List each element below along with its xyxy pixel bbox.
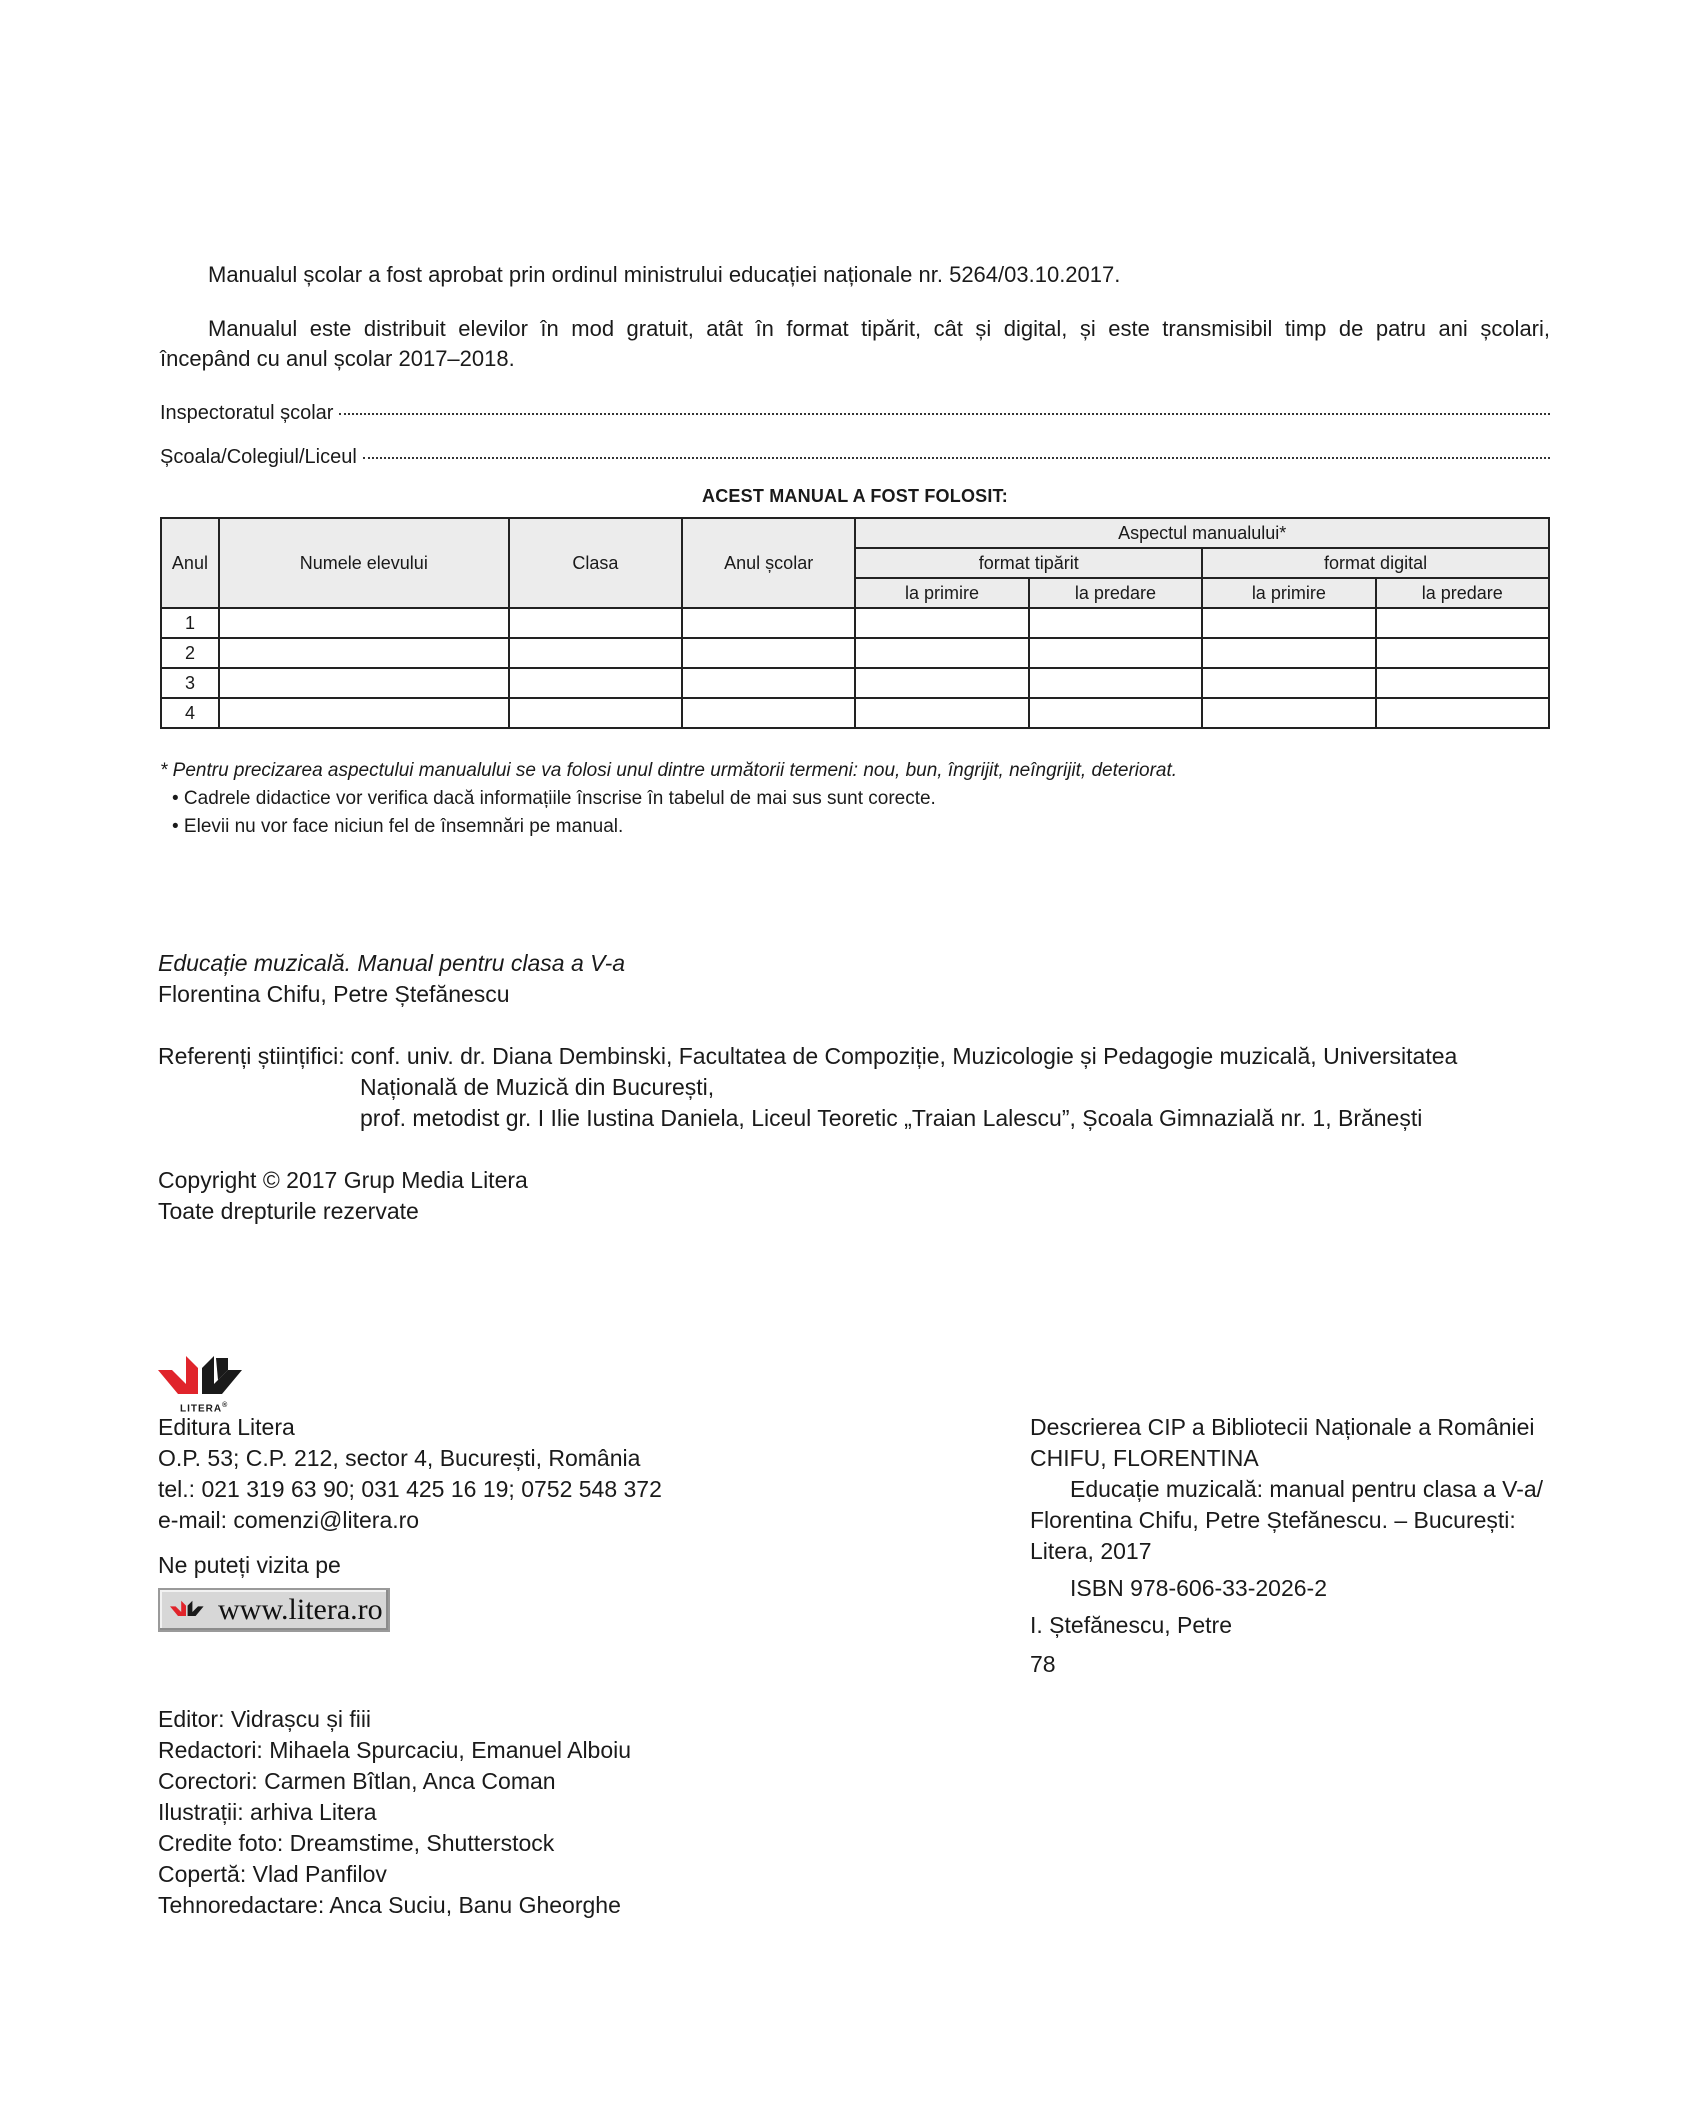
header-printed-return: la predare xyxy=(1029,578,1202,608)
header-aspect: Aspectul manualului* xyxy=(855,518,1549,548)
cell-printed-return[interactable] xyxy=(1029,698,1202,728)
cell-printed-receipt[interactable] xyxy=(855,638,1028,668)
notes-section xyxy=(160,757,1550,841)
header-digital-return: la predare xyxy=(1376,578,1549,608)
note-bullet-teachers: • Cadrele didactice vor verifica dacă informațiile înscrise în tabelul de mai sus sunt corecte. xyxy=(172,788,936,809)
book-authors: Florentina Chifu, Petre Ștefănescu xyxy=(158,981,510,1007)
cell-class[interactable] xyxy=(509,668,682,698)
school-field[interactable] xyxy=(160,446,1550,469)
inspectorate-dotted-line[interactable] xyxy=(339,413,1550,415)
referee-2: prof. metodist gr. I Ilie Iustina Daniela, Liceul Teoretic „Traian Lalescu”, Școala Gimnazială nr. 1, Brănești xyxy=(360,1105,1423,1131)
cell-printed-return[interactable] xyxy=(1029,608,1202,638)
note-bullet-students: • Elevii nu vor face niciun fel de însemnări pe manual. xyxy=(172,816,624,837)
rights: Toate drepturile rezervate xyxy=(158,1198,419,1224)
header-format-printed: format tipărit xyxy=(855,548,1202,578)
credit-cover: Copertă: Vlad Panfilov xyxy=(158,1861,387,1887)
cip-isbn: ISBN 978-606-33-2026-2 xyxy=(1070,1575,1327,1601)
cell-school-year[interactable] xyxy=(682,608,855,638)
cip-coauthor: I. Ștefănescu, Petre xyxy=(1030,1612,1233,1638)
publisher-address: O.P. 53; C.P. 212, sector 4, București, România xyxy=(158,1445,641,1471)
intro-section xyxy=(160,260,1550,374)
cell-digital-return[interactable] xyxy=(1376,638,1549,668)
cell-school-year[interactable] xyxy=(682,668,855,698)
approval-text: Manualul școlar a fost aprobat prin ordinul ministrului educației naționale nr. 5264/03.10.2017. xyxy=(208,262,1121,287)
cell-digital-receipt[interactable] xyxy=(1202,608,1375,638)
row-number: 4 xyxy=(161,698,219,728)
cell-printed-receipt[interactable] xyxy=(855,698,1028,728)
cell-class[interactable] xyxy=(509,698,682,728)
cell-school-year[interactable] xyxy=(682,698,855,728)
school-label: Școala/Colegiul/Liceul xyxy=(160,446,357,468)
header-digital-receipt: la primire xyxy=(1202,578,1375,608)
table-row xyxy=(161,698,1549,728)
distribution-text-line1: Manualul este distribuit elevilor în mod gratuit, atât în format tipărit, cât și digital, și este transmisibil timp de patru ani școlari, xyxy=(208,316,1550,341)
table-row xyxy=(161,608,1549,638)
referees-label: Referenți științifici: xyxy=(158,1043,345,1069)
row-number: 2 xyxy=(161,638,219,668)
credit-photo: Credite foto: Dreamstime, Shutterstock xyxy=(158,1830,555,1856)
publisher-info xyxy=(158,1412,798,1581)
publisher-phone: tel.: 021 319 63 90; 031 425 16 19; 0752 548 372 xyxy=(158,1476,662,1502)
credit-typesetting: Tehnoredactare: Anca Suciu, Banu Gheorghe xyxy=(158,1892,621,1918)
header-format-digital: format digital xyxy=(1202,548,1549,578)
credit-editor: Editor: Vidrașcu și fiii xyxy=(158,1706,372,1732)
credits xyxy=(158,1704,958,1921)
logo-text: LITERA xyxy=(180,1403,223,1415)
row-number: 1 xyxy=(161,608,219,638)
cell-student-name[interactable] xyxy=(219,698,509,728)
cell-class[interactable] xyxy=(509,608,682,638)
litera-small-logo-icon xyxy=(170,1597,210,1623)
publisher-email[interactable]: e-mail: comenzi@litera.ro xyxy=(158,1507,420,1533)
cell-digital-return[interactable] xyxy=(1376,698,1549,728)
table-row xyxy=(161,668,1549,698)
cip-classification: 78 xyxy=(1030,1651,1056,1677)
cell-printed-return[interactable] xyxy=(1029,668,1202,698)
cell-digital-receipt[interactable] xyxy=(1202,638,1375,668)
cell-student-name[interactable] xyxy=(219,638,509,668)
row-number: 3 xyxy=(161,668,219,698)
credit-illustrations: Ilustrații: arhiva Litera xyxy=(158,1799,377,1825)
footnote: * Pentru precizarea aspectului manualului se va folosi unul dintre următorii termeni: nou, bun, îngrijit, neîngrijit, deteriorat. xyxy=(160,760,1178,781)
credit-redactors: Redactori: Mihaela Spurcaciu, Emanuel Alboiu xyxy=(158,1737,632,1763)
referees xyxy=(158,1041,1558,1072)
publisher-name: Editura Litera xyxy=(158,1414,295,1440)
header-year: Anul xyxy=(161,518,219,608)
cell-printed-return[interactable] xyxy=(1029,638,1202,668)
inspectorate-field[interactable] xyxy=(160,402,1550,425)
cip-description xyxy=(1030,1412,1590,1680)
table-row xyxy=(161,638,1549,668)
inspectorate-label: Inspectoratul școlar xyxy=(160,402,334,424)
cell-printed-receipt[interactable] xyxy=(855,668,1028,698)
header-school-year: Anul școlar xyxy=(682,518,855,608)
cell-digital-receipt[interactable] xyxy=(1202,698,1375,728)
header-printed-receipt: la primire xyxy=(855,578,1028,608)
book-info xyxy=(158,948,1558,1227)
cell-digital-return[interactable] xyxy=(1376,608,1549,638)
website-link-button[interactable] xyxy=(158,1588,390,1632)
distribution-text-line2: începând cu anul școlar 2017–2018. xyxy=(160,346,515,371)
cip-line2: CHIFU, FLORENTINA xyxy=(1030,1445,1259,1471)
cell-printed-receipt[interactable] xyxy=(855,608,1028,638)
visit-label: Ne puteți vizita pe xyxy=(158,1552,341,1578)
logo-registered: ® xyxy=(222,1402,229,1409)
referee-1-line1: conf. univ. dr. Diana Dembinski, Facultatea de Compoziție, Muzicologie și Pedagogie muzicală, Universitatea xyxy=(350,1043,1458,1069)
cell-digital-receipt[interactable] xyxy=(1202,668,1375,698)
website-url[interactable]: www.litera.ro xyxy=(218,1593,383,1626)
copyright: Copyright © 2017 Grup Media Litera xyxy=(158,1167,528,1193)
header-class: Clasa xyxy=(509,518,682,608)
litera-logo xyxy=(158,1348,258,1414)
cip-line4: Florentina Chifu, Petre Ștefănescu. – București: xyxy=(1030,1507,1516,1533)
cip-line1: Descrierea CIP a Bibliotecii Naționale a României xyxy=(1030,1414,1535,1440)
cell-student-name[interactable] xyxy=(219,608,509,638)
cell-digital-return[interactable] xyxy=(1376,668,1549,698)
litera-logo-icon xyxy=(158,1348,258,1410)
cell-school-year[interactable] xyxy=(682,638,855,668)
cell-class[interactable] xyxy=(509,638,682,668)
usage-table-title: ACEST MANUAL A FOST FOLOSIT: xyxy=(702,486,1008,506)
cell-student-name[interactable] xyxy=(219,668,509,698)
cip-line3: Educație muzicală: manual pentru clasa a V-a/ xyxy=(1070,1476,1544,1502)
school-dotted-line[interactable] xyxy=(363,457,1550,459)
credit-proofreaders: Corectori: Carmen Bîtlan, Anca Coman xyxy=(158,1768,556,1794)
cip-line5: Litera, 2017 xyxy=(1030,1538,1152,1564)
header-student-name: Numele elevului xyxy=(219,518,509,608)
usage-table xyxy=(160,517,1550,729)
book-title: Educație muzicală. Manual pentru clasa a V-a xyxy=(158,950,626,976)
referee-1-line2: Națională de Muzică din București, xyxy=(360,1074,715,1100)
